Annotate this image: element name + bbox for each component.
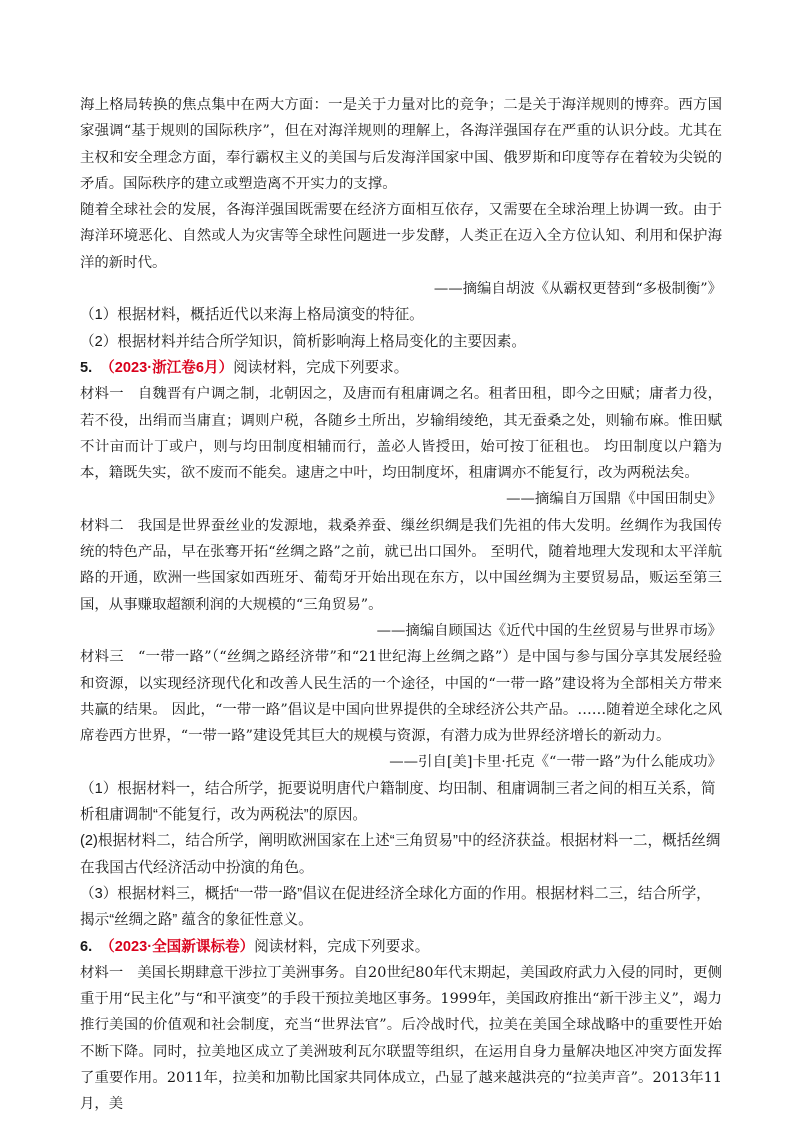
question-6-number: 6. (80, 938, 93, 955)
q5-material-1-text: 自魏晋有户调之制，北朝因之，及唐而有租庸调之名。租者田租，即今之田赋；庸者力役，若不役，出绢而当庸直；调则户税，各随乡土所出，岁输绢绫绝，其无蚕桑之处，则输布麻。惟田赋不计亩而计丁或户，则与均田制度相辅而行，盖必人皆授田，始可按丁征租也。 均田制度以户籍为本，籍既失实，欲不废而不能矣。逮唐之中叶，均田制度坏，租庸调亦不能复行，改为两税法矣。 (80, 386, 722, 482)
q5-question-1: （1）根据材料一，结合所学，扼要说明唐代户籍制度、均田制、租庸调制三者之间的相互关系，简析租庸调制“不能复行，改为两税法”的原因。 (80, 780, 716, 824)
q5-material-1 (80, 381, 722, 486)
q5-material-1-label: 材料一 (80, 386, 124, 403)
q6-material-1-text: 美国长期肆意干涉拉丁美洲事务。自20世纪80年代末期起，美国政府武力入侵的同时，更侧重于用“民主化”与“和平演变”的手段干预拉美地区事务。1999年，美国政府推出“新干涉主义”，竭力推行美国的价值观和社会制度，充当“世界法官”。后冷战时代，拉美在美国全球战略中的重要性开始不断下降。同时，拉美地区成立了美洲玻利瓦尔联盟等组织，在运用自身力量解决地区冲突方面发挥了重要作用。2011年，拉美和加勒比国家共同体成立，凸显了越来越洪亮的“拉美声音”。2013年11月，美 (80, 964, 723, 1113)
q5-material-1-source: ——摘编自万国鼎《中国田制史》 (506, 491, 722, 508)
question-5-number: 5. (80, 359, 93, 376)
q5-material-2-label: 材料二 (80, 517, 124, 534)
intro-source: ——摘编自胡波《从霸权更替到“多极制衡”》 (433, 281, 722, 298)
question-6-instruction: 阅读材料，完成下列要求。 (254, 938, 430, 955)
intro-paragraph-2: 随着全球社会的发展，各海洋强国既需要在经济方面相互依存，又需要在全球治理上协调一致。由于海洋环境恶化、自然或人为灾害等全球性问题进一步发酵，人类正在迈入全方位认知、利用和保护海洋的新时代。 (80, 202, 722, 271)
intro-paragraph-1: 海上格局转换的焦点集中在两大方面：一是关于力量对比的竞争；二是关于海洋规则的博弈。西方国家强调“基于规则的国际秩序”，但在对海洋规则的理解上，各海洋强国存在严重的认识分歧。尤其在主权和安全理念方面，奉行霸权主义的美国与后发海洋国家中国、俄罗斯和印度等存在着较为尖锐的矛盾。国际秩序的建立或塑造离不开实力的支撑。 (80, 97, 722, 192)
q5-question-3: （3）根据材料三，概括“一带一路”倡议在促进经济全球化方面的作用。根据材料二三，结合所学，揭示“丝绸之路” 蕴含的象征性意义。 (80, 885, 711, 929)
question-6-tag: （2023·全国新课标卷） (100, 938, 255, 955)
q5-material-2-source: ——摘编自顾国达《近代中国的生丝贸易与世界市场》 (376, 622, 722, 639)
question-5-tag: （2023·浙江卷6月） (100, 359, 234, 376)
intro-question-2: （2）根据材料并结合所学知识，简析影响海上格局变化的主要因素。 (80, 333, 526, 350)
q5-material-3-source: ——引自[美]卡里·托克《“一带一路”为什么能成功》 (389, 754, 722, 771)
q5-material-3-text: “一带一路”（“丝绸之路经济带”和“21世纪海上丝绸之路”）是中国与参与国分享其发展经验和资源，以实现经济现代化和改善人民生活的一个途径，中国的“一带一路”建设将为全部相关方带来共赢的结果。 因此，“一带一路”倡议是中国向世界提供的全球经济公共产品。……随着逆全球化之风席卷西方世界，“一带一路”建设凭其巨大的规模与资源，有潜力成为世界经济增长的新动力。 (80, 649, 722, 745)
intro-question-1: （1）根据材料，概括近代以来海上格局演变的特征。 (80, 307, 424, 324)
question-6-heading (80, 934, 722, 960)
q5-question-2: (2)根据材料二，结合所学，阐明欧洲国家在上述“三角贸易”中的经济获益。根据材料一二，概括丝绸在我国古代经济活动中扮演的角色。 (80, 833, 721, 876)
q5-material-3 (80, 644, 722, 749)
q5-material-2 (80, 513, 722, 618)
question-5-heading (80, 355, 722, 381)
q5-material-3-label: 材料三 (80, 649, 124, 666)
q6-material-1-label: 材料一 (80, 964, 124, 981)
q5-material-2-text: 我国是世界蚕丝业的发源地，栽桑养蚕、缫丝织绸是我们先祖的伟大发明。丝绸作为我国传统的特色产品，早在张骞开拓“丝绸之路”之前，就已出口国外。 至明代，随着地理大发现和太平洋航路的开通，欧洲一些国家如西班牙、葡萄牙开始出现在东方，以中国丝绸为主要贸易品，贩运至第三国，从事赚取超额利润的大规模的“三角贸易”。 (80, 517, 722, 613)
q6-material-1 (80, 960, 722, 1118)
question-5-instruction: 阅读材料，完成下列要求。 (233, 359, 409, 376)
